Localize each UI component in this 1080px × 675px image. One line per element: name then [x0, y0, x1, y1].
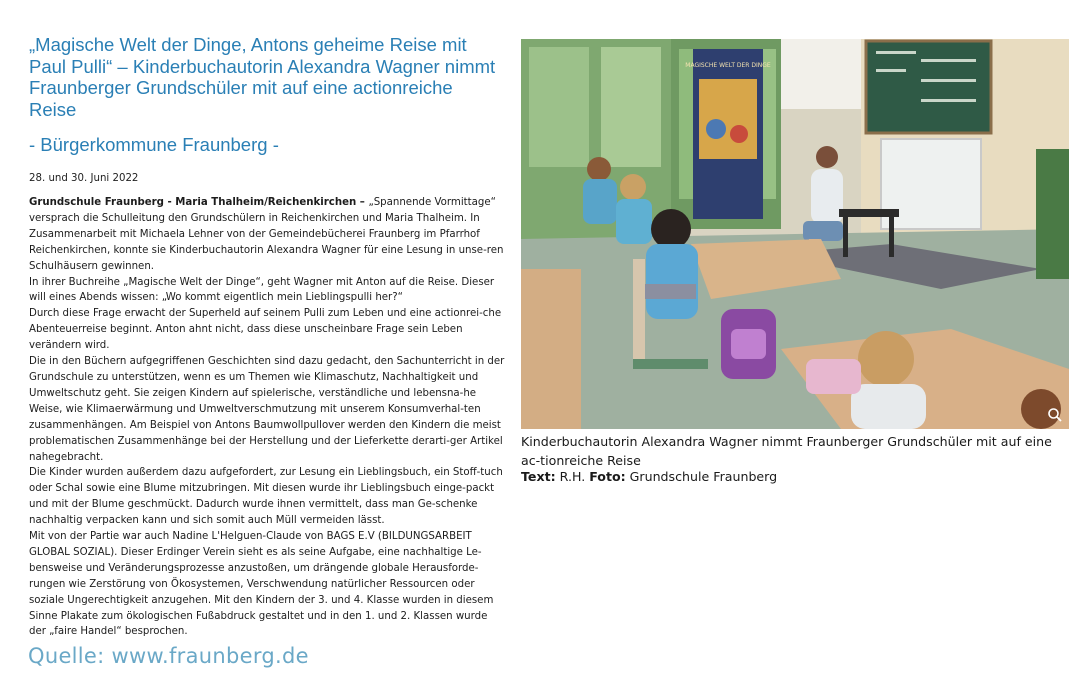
paragraph-3: Durch diese Frage erwacht der Superheld auf seinem Pulli zum Leben und eine actionrei-che Abenteuerreise beginnt. Anton ahnt nicht, dass diese unscheinbare Frage sein Leben verändern wird. [29, 308, 502, 352]
classroom-photo-illustration [521, 39, 1069, 429]
credit-photo-value: Grundschule Fraunberg [625, 469, 778, 484]
article-subheadline: - Bürgerkommune Fraunberg - [29, 134, 279, 155]
paragraph-4: Die in den Büchern aufgegriffenen Geschichten sind dazu gedacht, den Sachunterricht in der Grundschule zu unterstützen, wenn es um Themen wie Klimaschutz, Nachhaltigkeit und Umweltschutz geht. Sie zeigen Kindern auf spielerische, verständliche und lebensna-he Weise, wie Klimaerwärmung und Umweltverschmutzung mit unserem Konsumverhal-ten zusammenhängen. Am Beispiel von Antons Baumwollpullover werden den Kindern die meist problematischen Zusammenhänge bei der Herstellung und der Lieferkette derarti-ger Artikel nahegebracht. [29, 356, 505, 463]
article-column [29, 34, 505, 640]
paragraph-1 [29, 195, 505, 275]
zoom-icon[interactable] [1047, 407, 1063, 423]
article-photo[interactable] [521, 39, 1069, 429]
paragraph-1-text: „Spannende Vormittage“ versprach die Schulleitung den Grundschülern in Reichenkirchen und Maria Thalheim. In Zusammenarbeit mit Michaela Lehner von der Gemeindebücherei Fraunberg im Pfarrhof Reichenkirchen, konnte sie Kinderbuchautorin Alexandra Wagner für eine Lesung in unse-ren Schulhäusern gewinnen. [29, 197, 504, 272]
article-date: 28. und 30. Juni 2022 [29, 173, 139, 184]
credit-text-label: Text: [521, 469, 556, 484]
source-link[interactable]: Quelle: www.fraunberg.de [28, 644, 309, 668]
photo-caption: Kinderbuchautorin Alexandra Wagner nimmt Fraunberger Grundschüler mit auf eine ac-tionreiche Reise [521, 434, 1052, 468]
paragraph-2: In ihrer Buchreihe „Magische Welt der Dinge“, geht Wagner mit Anton auf die Reise. Dieser will eines Abends wissen: „Wo kommt eigentlich mein Lieblingspulli her?“ [29, 276, 495, 304]
banner-text: MAGISCHE WELT DER DINGE [685, 62, 771, 69]
credit-text-value: R.H. [555, 469, 590, 484]
article-headline: „Magische Welt der Dinge, Antons geheime Reise mit Paul Pulli“ – Kinderbuchautorin Alexandra Wagner nimmt Fraunberger Grundschüler mit auf eine actionreiche Reise [29, 34, 496, 120]
article-body [29, 195, 505, 640]
credit-photo-label: Foto: [589, 469, 626, 484]
photo-credit [521, 467, 777, 486]
paragraph-5: Die Kinder wurden außerdem dazu aufgefordert, zur Lesung ein Lieblingsbuch, ein Stoff-tuch oder Schal sowie eine Blume mitzubringen. Mit diesen wurde ihr Lieblingsbuch einge-packt und mit der Blume geschmückt. Dadurch wurde ihnen vermittelt, dass man Ge-schenke nachhaltig verpacken kann und sich somit auch Müll vermeiden lässt. [29, 467, 503, 527]
paragraph-6: Mit von der Partie war auch Nadine L'Helguen-Claude von BAGS E.V (BILDUNGSARBEIT GLOBAL SOZIAL). Dieser Erdinger Verein sieht es als seine Aufgabe, eine nachhaltige Le-bensweise und Veränderungsprozesse anzustoßen, um drängende globale Herausforde-rungen wie Zerstörung von Ökosystemen, Verschwendung natürlicher Ressourcen oder soziale Ungerechtigkeit anzugehen. Mit den Kindern der 3. und 4. Klasse wurden in diesem Sinne Plakate zum ökologischen Fußabdruck gestaltet und in den 1. und 2. Klassen wurde der „faire Handel“ besprochen. [29, 531, 494, 638]
lead-bold: Grundschule Fraunberg - Maria Thalheim/Reichenkirchen – [29, 197, 369, 208]
